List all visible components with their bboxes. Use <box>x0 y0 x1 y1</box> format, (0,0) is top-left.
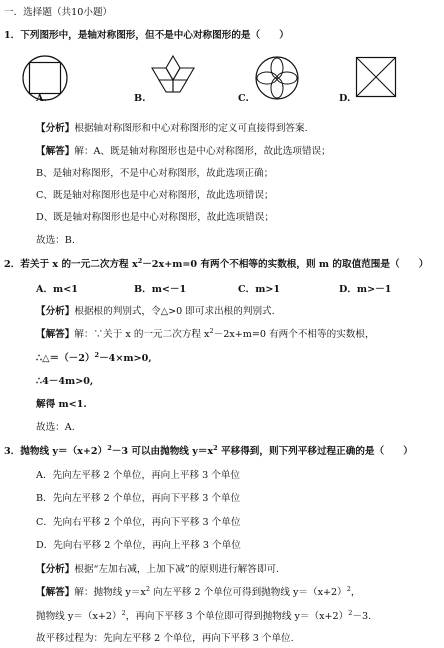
q2-stem-a: 若关于 x 的一元二次方程 x <box>20 259 138 270</box>
q3-option-c: C．先向右平移 2 个单位，再向下平移 3 个单位 <box>36 517 241 528</box>
q1-option-a: A. <box>36 93 47 104</box>
q2-line-2: ∴4－4m>0, <box>36 376 94 387</box>
q1-solution-line-c: C、既是轴对称图形也是中心对称图形，故此选项错误； <box>36 190 274 201</box>
q3-sol-a: 解：抛物线 y＝x <box>74 587 146 598</box>
section-title: 一．选择题（共10小题） <box>4 7 113 18</box>
q2-number: 2． <box>4 259 21 270</box>
q2-sol-b: －2x+m=0 有两个不相等的实数根， <box>213 329 375 340</box>
q3-analysis-text: 根据“左加右减，上加下减”的原则进行解答即可. <box>74 564 280 575</box>
q3-line-1-c: －3. <box>352 611 372 622</box>
q3-solution <box>36 586 360 599</box>
q1-figure-b-three-kites <box>148 54 198 102</box>
q3-option-d: D．先向右平移 2 个单位，再向上平移 3 个单位 <box>36 540 241 551</box>
q2-option-b: B．m<－1 <box>134 284 187 295</box>
q3-option-a: A．先向左平移 2 个单位，再向上平移 3 个单位 <box>36 470 241 481</box>
q3-line-1-sup-2: 2 <box>348 609 353 617</box>
q2-solution-tag: 【解答】 <box>36 329 75 340</box>
q1-analysis-tag: 【分析】 <box>36 123 75 134</box>
q1-option-c: C. <box>238 93 249 104</box>
q3-solution-tag: 【解答】 <box>36 587 75 598</box>
q3-option-b: B．先向左平移 2 个单位，再向下平移 3 个单位 <box>36 493 241 504</box>
q2-answer: 故选：A. <box>36 422 75 433</box>
q1-solution-tag: 【解答】 <box>36 146 75 157</box>
q2-line-1-b: －4×m>0, <box>99 353 152 364</box>
q1-answer: 故选：B. <box>36 235 75 246</box>
q1-number: 1． <box>4 30 21 41</box>
q1-analysis <box>36 122 308 135</box>
q1-option-b: B. <box>134 93 146 104</box>
q1-figure-d-square-diagonals <box>352 54 402 102</box>
q3-sol-c: ， <box>350 587 361 598</box>
q2-line-1-sup: 2 <box>94 351 100 359</box>
q1-solution-line-b: B、是轴对称图形，不是中心对称图形，故此选项正确； <box>36 168 274 179</box>
q2-option-c: C．m>1 <box>238 284 281 295</box>
q3-stem-sup-1: 2 <box>107 444 112 452</box>
q1-solution-line-d: D、既是轴对称图形也是中心对称图形，故此选项错误； <box>36 212 274 223</box>
q2-stem <box>4 258 428 271</box>
q3-stem-a: 抛物线 y＝（x+2） <box>20 446 108 457</box>
q1-stem <box>4 29 289 42</box>
q3-stem-c: 平移得到，则下列平移过程正确的是（ ） <box>217 446 413 457</box>
q3-line-2: 故平移过程为：先向左平移 2 个单位，再向下平移 3 个单位. <box>36 633 294 644</box>
q1-stem-text: 下列图形中，是轴对称图形，但不是中心对称图形的是（ ） <box>20 30 289 41</box>
q3-sol-sup-2: 2 <box>346 585 351 593</box>
q2-sol-a: 解：∵关于 x 的一元二次方程 x <box>74 329 210 340</box>
q2-solution <box>36 328 375 341</box>
q3-line-1-b: ，再向下平移 3 个单位即可得到抛物线 y＝（x+2） <box>125 611 349 622</box>
q1-solution <box>36 145 331 158</box>
q1-figure-c-circle-petals <box>252 54 302 102</box>
q2-line-3: 解得 m<1. <box>36 399 87 410</box>
q3-line-1 <box>36 610 371 623</box>
q3-sol-sup-1: 2 <box>145 585 150 593</box>
q3-number: 3． <box>4 446 21 457</box>
q2-line-1 <box>36 352 152 365</box>
q1-solution-text: 解：A、既是轴对称图形也是中心对称图形，故此选项错误； <box>74 146 331 157</box>
q2-line-1-a: ∴△＝（－2） <box>36 353 95 364</box>
q1-option-d: D. <box>339 93 351 104</box>
q2-option-a: A．m<1 <box>36 284 78 295</box>
q3-stem <box>4 445 413 458</box>
q2-stem-b: －2x+m=0 有两个不相等的实数根，则 m 的取值范围是（ ） <box>142 259 429 270</box>
q3-analysis <box>36 563 279 576</box>
q1-analysis-text: 根据轴对称图形和中心对称图形的定义可直接得到答案. <box>74 123 308 134</box>
q2-sol-sup: 2 <box>209 327 214 335</box>
q3-analysis-tag: 【分析】 <box>36 564 75 575</box>
q3-line-1-a: 抛物线 y＝（x+2） <box>36 611 122 622</box>
q3-sol-b: 向左平移 2 个单位可得到抛物线 y＝（x+2） <box>149 587 347 598</box>
q2-stem-sup: 2 <box>137 257 143 265</box>
q2-option-d: D．m>－1 <box>339 284 392 295</box>
q3-stem-b: －3 可以由抛物线 y＝x <box>111 446 214 457</box>
q3-line-1-sup-1: 2 <box>121 609 126 617</box>
q3-stem-sup-2: 2 <box>213 444 218 452</box>
q2-analysis-text: 根据根的判别式，令△>0 即可求出根的判别式. <box>74 306 275 317</box>
q2-analysis <box>36 305 275 318</box>
q2-analysis-tag: 【分析】 <box>36 306 75 317</box>
